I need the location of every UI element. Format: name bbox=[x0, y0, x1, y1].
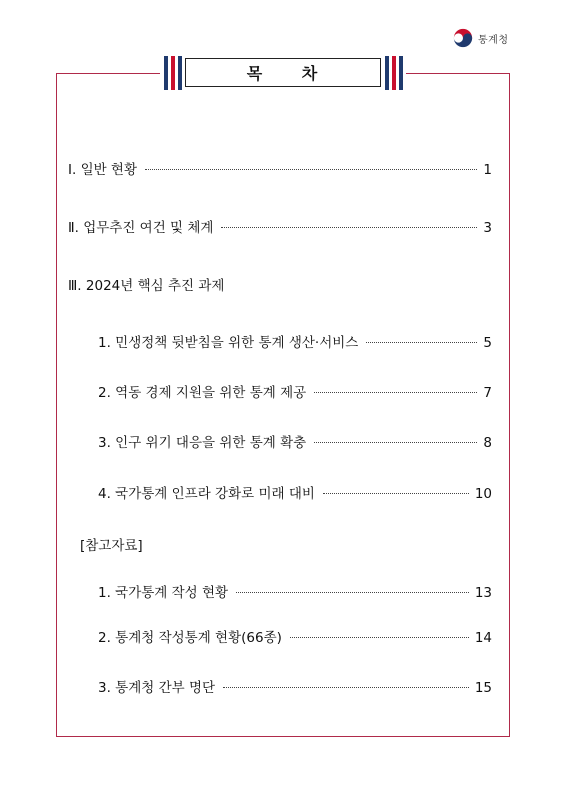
dot-leader bbox=[236, 592, 469, 593]
toc-page-number: 14 bbox=[474, 630, 492, 646]
toc-label: 3. 통계청 간부 명단 bbox=[98, 680, 216, 696]
toc-label: 1. 민생정책 뒷받침을 위한 통계 생산·서비스 bbox=[98, 335, 359, 351]
left-navy-bar-2 bbox=[178, 56, 182, 90]
org-name: 통계청 bbox=[478, 34, 509, 46]
toc-title-box bbox=[185, 58, 381, 87]
dot-leader bbox=[314, 392, 477, 393]
toc-page-number: 5 bbox=[483, 335, 492, 351]
toc-entry-ref-3[interactable] bbox=[98, 676, 492, 696]
toc-entry-section-2[interactable] bbox=[68, 216, 492, 236]
toc-label: 2. 통계청 작성통계 현황(66종) bbox=[98, 630, 282, 646]
dot-leader bbox=[223, 687, 469, 688]
section-3-heading[interactable]: Ⅲ. 2024년 핵심 추진 과제 bbox=[68, 278, 225, 294]
toc-page-number: 7 bbox=[483, 385, 492, 401]
toc-entry-3-2[interactable] bbox=[98, 381, 492, 401]
toc-page-number: 13 bbox=[474, 585, 492, 601]
dot-leader bbox=[290, 637, 469, 638]
toc-label: Ⅰ. 일반 현황 bbox=[68, 162, 138, 178]
toc-entry-3-4[interactable] bbox=[98, 482, 492, 502]
logo bbox=[452, 27, 508, 49]
toc-page-number: 10 bbox=[474, 486, 492, 502]
title-block bbox=[160, 56, 406, 90]
right-red-bar bbox=[392, 56, 396, 90]
dot-leader bbox=[221, 227, 477, 228]
left-navy-bar bbox=[164, 56, 168, 90]
korea-emblem-icon bbox=[452, 27, 474, 49]
page-title: 목 차 bbox=[246, 64, 320, 83]
toc-page-number: 1 bbox=[483, 162, 492, 178]
toc-label: 4. 국가통계 인프라 강화로 미래 대비 bbox=[98, 486, 315, 502]
dot-leader bbox=[323, 493, 469, 494]
right-navy-bar-2 bbox=[399, 56, 403, 90]
dot-leader bbox=[145, 169, 477, 170]
toc-label: 3. 인구 위기 대응을 위한 통계 확충 bbox=[98, 435, 307, 451]
toc-label: 1. 국가통계 작성 현황 bbox=[98, 585, 229, 601]
dot-leader bbox=[314, 442, 477, 443]
toc-entry-ref-2[interactable] bbox=[98, 626, 492, 646]
toc-entry-ref-1[interactable] bbox=[98, 581, 492, 601]
toc-page-number: 8 bbox=[483, 435, 492, 451]
toc-entry-3-1[interactable] bbox=[98, 331, 492, 351]
toc-label: 2. 역동 경제 지원을 위한 통계 제공 bbox=[98, 385, 307, 401]
toc-entry-3-3[interactable] bbox=[98, 431, 492, 451]
toc-label: Ⅱ. 업무추진 여건 및 체계 bbox=[68, 220, 214, 236]
toc-page-number: 15 bbox=[474, 680, 492, 696]
toc-entry-section-1[interactable] bbox=[68, 158, 492, 178]
toc-page-number: 3 bbox=[483, 220, 492, 236]
right-navy-bar bbox=[385, 56, 389, 90]
left-red-bar bbox=[171, 56, 175, 90]
dot-leader bbox=[366, 342, 477, 343]
reference-heading[interactable]: [참고자료] bbox=[80, 538, 143, 554]
